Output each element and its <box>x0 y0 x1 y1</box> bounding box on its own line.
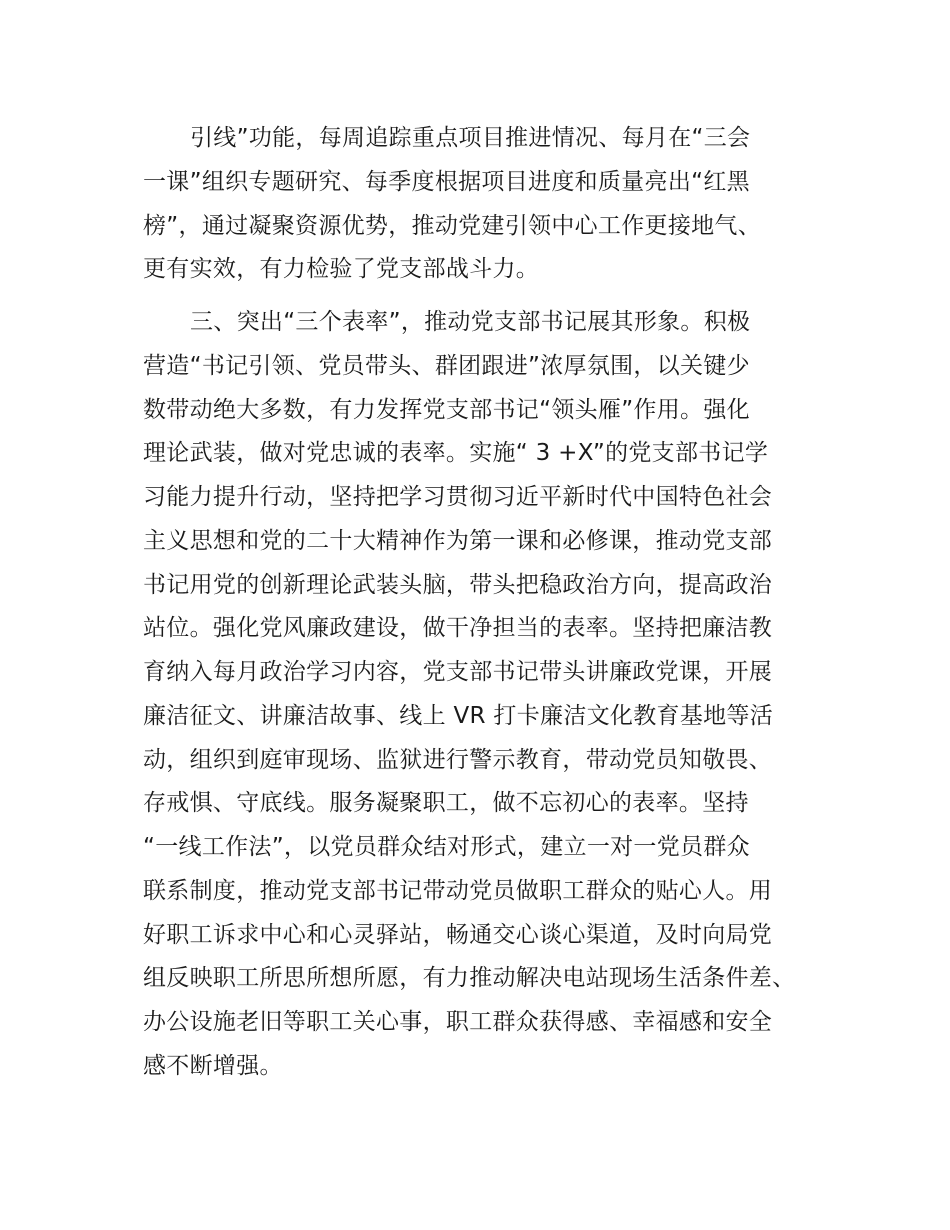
text-line: 书记用党的创新理论武装头脑，带头把稳政治方向，提高政治 <box>143 572 773 598</box>
text-line: 主义思想和党的二十大精神作为第一课和必修课，推动党支部 <box>143 528 773 554</box>
text-line: 更有实效，有力检验了党支部战斗力。 <box>143 256 540 282</box>
text-line: 联系制度，推动党支部书记带动党员做职工群众的贴心人。用 <box>143 878 773 904</box>
text-line: 营造“书记引领、党员带头、群团跟进”浓厚氛围，以关键少 <box>143 353 750 379</box>
text-line: 引线”功能，每周追踪重点项目推进情况、每月在“三会 <box>190 125 751 151</box>
text-line: 理论武装，做对党忠诚的表率。实施“ 3 +X”的党支部书记学 <box>143 440 769 466</box>
text-line: 育纳入每月政治学习内容，党支部书记带头讲廉政党课，开展 <box>143 659 773 685</box>
text-line: 存戒惧、守底线。服务凝聚职工，做不忘初心的表率。坚持 <box>143 790 749 816</box>
text-line: 动，组织到庭审现场、监狱进行警示教育，带动党员知敬畏、 <box>143 747 773 773</box>
text-line: 感不断增强。 <box>143 1053 283 1079</box>
text-line: 习能力提升行动，坚持把学习贯彻习近平新时代中国特色社会 <box>143 484 773 510</box>
paragraph-heading-line: 三、突出“三个表率”，推动党支部书记展其形象。积极 <box>190 309 751 335</box>
text-line: 廉洁征文、讲廉洁故事、线上 VR 打卡廉洁文化教育基地等活 <box>143 703 774 729</box>
text-line: 办公设施老旧等职工关心事，职工群众获得感、幸福感和安全 <box>143 1009 773 1035</box>
text-line: 组反映职工所思所想所愿，有力推动解决电站现场生活条件差、 <box>143 965 796 991</box>
text-line: 一课”组织专题研究、每季度根据项目进度和质量亮出“红黑 <box>143 169 750 195</box>
text-line: “一线工作法”，以党员群众结对形式，建立一对一党员群众 <box>143 834 750 860</box>
text-line: 榜”，通过凝聚资源优势，推动党建引领中心工作更接地气、 <box>143 213 762 239</box>
text-line: 好职工诉求中心和心灵驿站，畅通交心谈心渠道，及时向局党 <box>143 922 773 948</box>
text-line: 数带动绝大多数，有力发挥党支部书记“领头雁”作用。强化 <box>143 397 750 423</box>
text-line: 站位。强化党风廉政建设，做干净担当的表率。坚持把廉洁教 <box>143 615 773 641</box>
